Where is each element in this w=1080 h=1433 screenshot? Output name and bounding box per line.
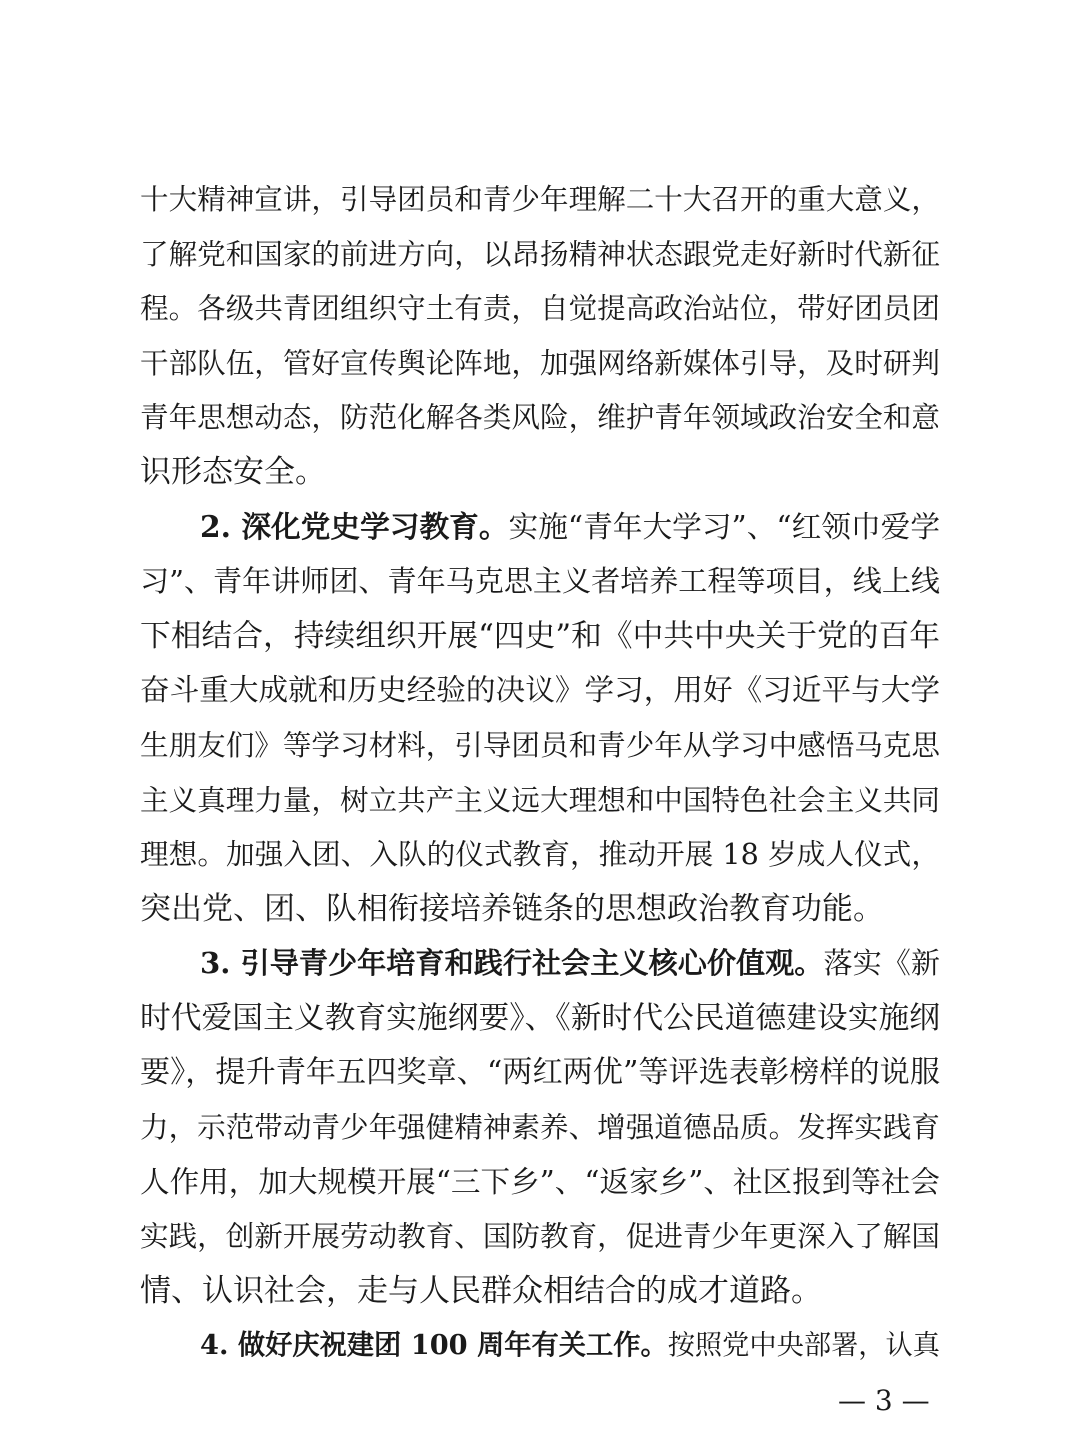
section-3-text: 落实《新 bbox=[823, 946, 941, 981]
text-line: 要》，提升青年五四奖章、“两红两优”等评选表彰榜样的说服 bbox=[140, 1054, 940, 1090]
section-2-first-line bbox=[140, 500, 940, 555]
text-line: 情、认识社会，走与人民群众相结合的成才道路。 bbox=[140, 1272, 822, 1309]
page-number: — 3 — bbox=[838, 1384, 930, 1417]
text-line: 干部队伍，管好宣传舆论阵地，加强网络新媒体引导，及时研判 bbox=[140, 345, 940, 380]
text-line: 力，示范带动青少年强健精神素养、增强道德品质。发挥实践育 bbox=[140, 1110, 940, 1145]
text-line: 主义真理力量，树立共产主义远大理想和中国特色社会主义共同 bbox=[140, 782, 940, 817]
body-text bbox=[140, 172, 940, 1373]
text-line: 识形态安全。 bbox=[140, 453, 326, 490]
text-line: 人作用，加大规模开展“三下乡”、“返家乡”、社区报到等社会 bbox=[140, 1164, 940, 1199]
section-3-heading: 3. 引导青少年培育和践行社会主义核心价值观。 bbox=[200, 946, 824, 981]
text-line: 十大精神宣讲，引导团员和青少年理解二十大召开的重大意义， bbox=[140, 182, 940, 216]
text-line: 了解党和国家的前进方向，以昂扬精神状态跟党走好新时代新征 bbox=[140, 236, 940, 271]
text-line: 奋斗重大成就和历史经验的决议》学习，用好《习近平与大学 bbox=[140, 673, 940, 708]
section-4-text: 按照党中央部署，认真 bbox=[667, 1330, 940, 1362]
text-line: 生朋友们》等学习材料，引导团员和青少年从学习中感悟马克思 bbox=[140, 727, 940, 762]
section-2-text: 实施“青年大学习”、“红领巾爱学 bbox=[508, 508, 940, 544]
text-line: 时代爱国主义教育实施纲要》、《新时代公民道德建设实施纲 bbox=[140, 999, 940, 1036]
section-4-heading: 4. 做好庆祝建团 100 周年有关工作。 bbox=[200, 1329, 668, 1362]
text-line: 下相结合，持续组织开展“四史”和《中共中央关于党的百年 bbox=[140, 617, 940, 654]
section-2-heading: 2. 深化党史学习教育。 bbox=[200, 508, 509, 544]
text-line: 程。各级共青团组织守土有责，自觉提高政治站位，带好团员团 bbox=[140, 291, 940, 326]
text-line: 青年思想动态，防范化解各类风险，维护青年领域政治安全和意 bbox=[140, 400, 940, 435]
text-line: 理想。加强入团、入队的仪式教育，推动开展 18 岁成人仪式， bbox=[140, 837, 940, 872]
text-line: 实践，创新开展劳动教育、国防教育，促进青少年更深入了解国 bbox=[140, 1219, 940, 1254]
text-line: 习”、青年讲师团、青年马克思主义者培养工程等项目，线上线 bbox=[140, 564, 940, 599]
section-3-first-line bbox=[140, 936, 940, 991]
text-line: 突出党、团、队相衔接培养链条的思想政治教育功能。 bbox=[140, 890, 884, 927]
section-4-first-line bbox=[140, 1318, 940, 1373]
